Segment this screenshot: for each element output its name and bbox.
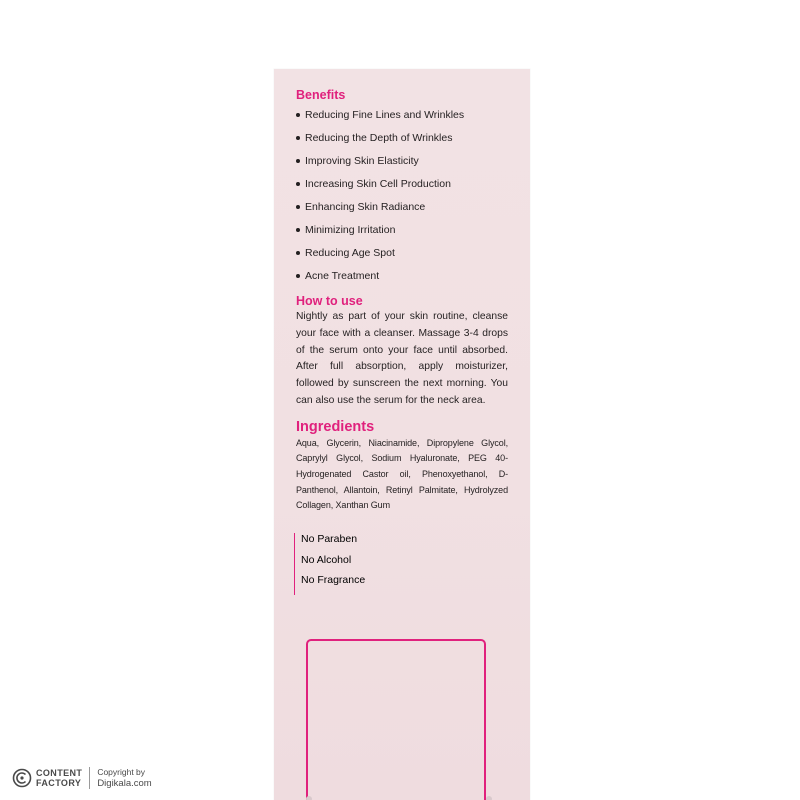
bullet-icon [296, 228, 300, 232]
benefit-item: Improving Skin Elasticity [296, 155, 508, 167]
ingredients-heading: Ingredients [296, 418, 375, 435]
benefit-item: Acne Treatment [296, 270, 508, 282]
bullet-icon [296, 182, 300, 186]
label-frame [306, 639, 486, 800]
how-to-use-heading: How to use [296, 294, 363, 308]
benefit-item: Reducing Age Spot [296, 247, 508, 259]
bullet-icon [296, 205, 300, 209]
box-text-content [296, 87, 508, 514]
watermark [12, 763, 152, 793]
bullet-icon [296, 251, 300, 255]
watermark-divider [89, 767, 90, 789]
watermark-brand: CONTENT FACTORY [36, 768, 83, 788]
bottom-edge-mark [306, 796, 312, 800]
how-to-use-section [296, 293, 508, 410]
bullet-icon [296, 274, 300, 278]
ingredients-text: Aqua, Glycerin, Niacinamide, Dipropylene Glycol, Caprylyl Glycol, Sodium Hyaluronate, PEG 40-Hydrogenated Castor oil, Phenoxyethanol, D-Panthenol, Allantoin, Retinyl Palmitate, Hydrolyzed Collagen, Xanthan Gum [296, 437, 508, 511]
watermark-copyright: Copyright by Digikala.com [97, 767, 152, 789]
benefit-item: Reducing the Depth of Wrinkles [296, 132, 508, 144]
bullet-icon [296, 159, 300, 163]
claim-no-alcohol: No Alcohol [301, 553, 352, 566]
benefit-item: Minimizing Irritation [296, 224, 508, 236]
bullet-icon [296, 113, 300, 117]
benefit-item: Reducing Fine Lines and Wrinkles [296, 109, 508, 121]
benefits-heading: Benefits [296, 88, 346, 102]
product-box-back [274, 69, 530, 800]
ingredients-section [296, 418, 508, 514]
free-from-claims [294, 533, 365, 595]
benefits-list [296, 109, 508, 282]
claim-no-paraben: No Paraben [301, 533, 358, 545]
benefit-item: Increasing Skin Cell Production [296, 178, 508, 190]
bullet-icon [296, 136, 300, 140]
how-to-use-text: Nightly as part of your skin routine, cleanse your face with a cleanser. Massage 3-4 drops of the serum onto your face until absorbed. After full absorption, apply moisturizer, followed by sunscreen the next morning. You can also use the serum for the neck area. [296, 311, 508, 406]
benefit-item: Enhancing Skin Radiance [296, 201, 508, 213]
content-factory-logo-icon [12, 768, 32, 788]
claim-no-fragrance: No Fragrance [301, 574, 366, 586]
bottom-edge-mark [486, 796, 492, 800]
